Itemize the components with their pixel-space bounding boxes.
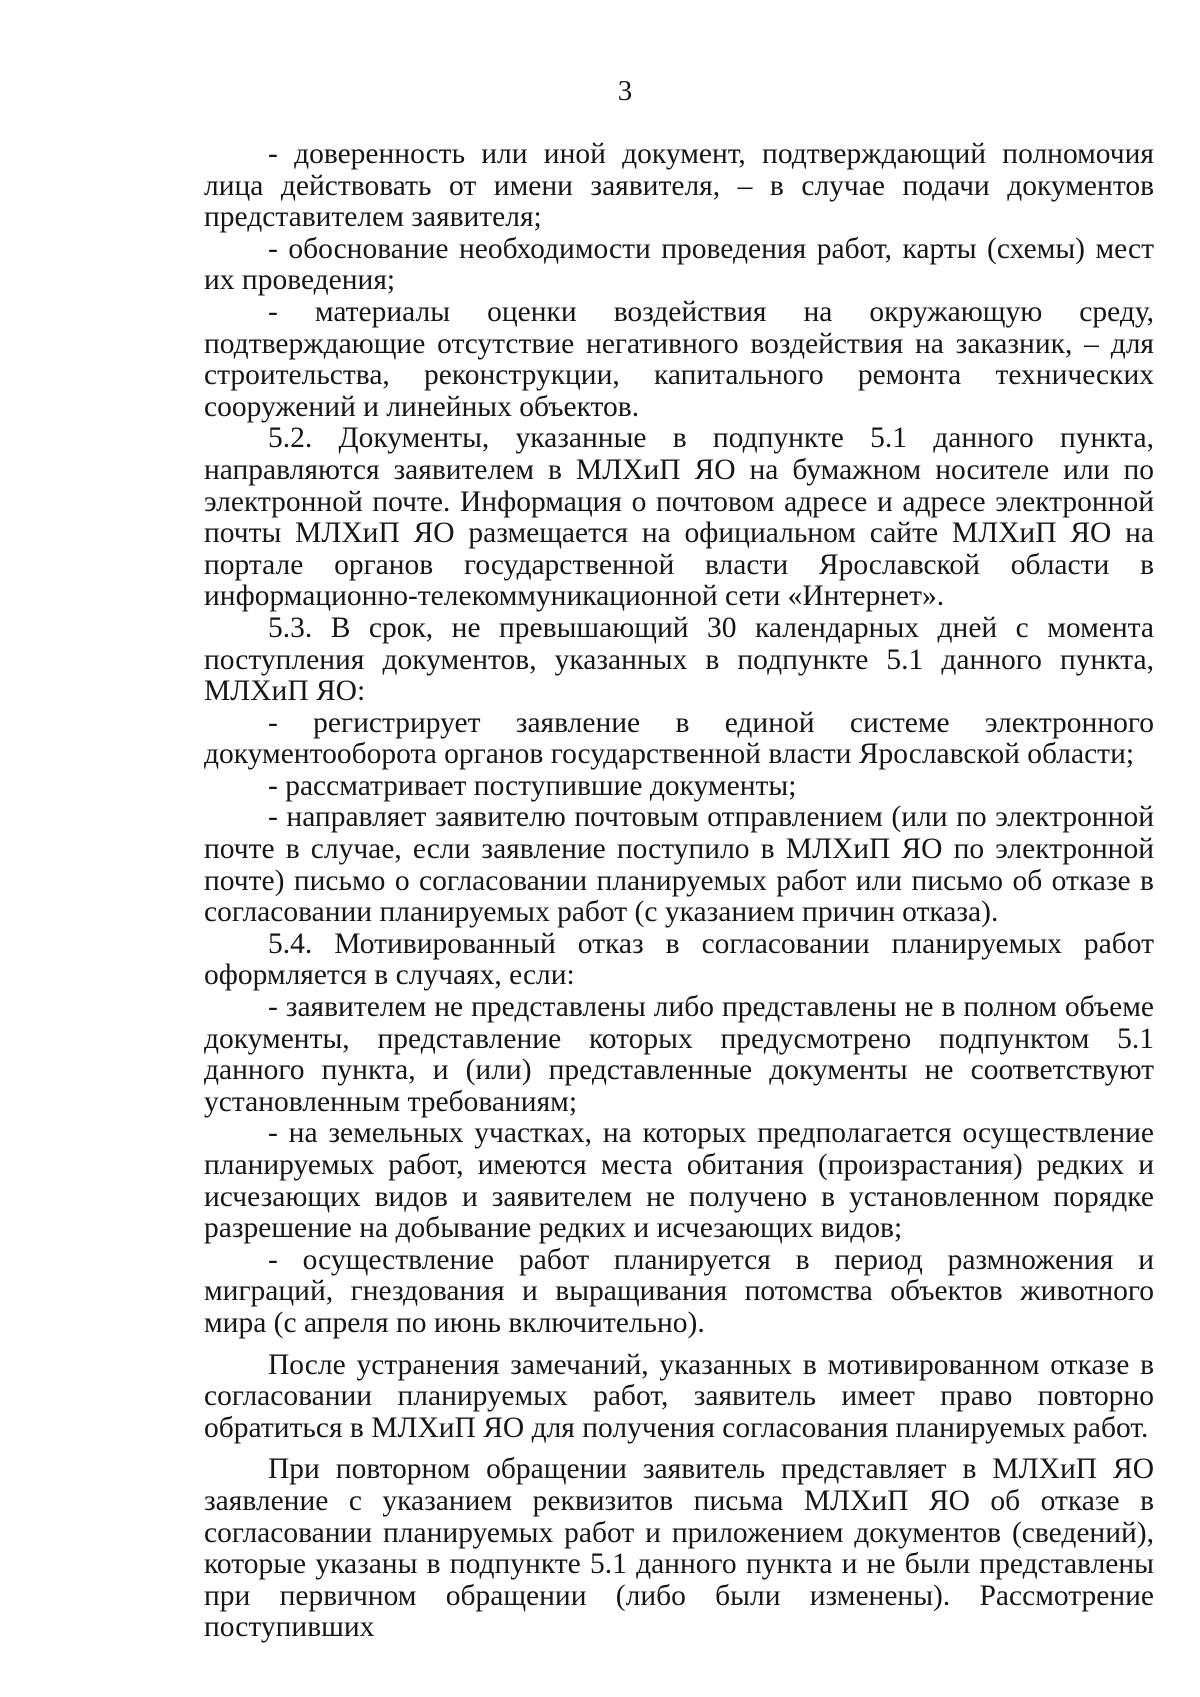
paragraph-breeding-period: - осуществление работ планируется в период размножения и миграций, гнездования и выращивания потомства объектов животного мира (с апреля по июнь включительно). (204, 1243, 1154, 1339)
paragraph-justification: - обоснование необходимости проведения работ, карты (схемы) мест их проведения; (204, 232, 1154, 297)
paragraph-5-4: 5.4. Мотивированный отказ в согласовании планируемых работ оформляется в случаях, если: (204, 927, 1154, 992)
paragraph-reviews-documents: - рассматривает поступившие документы; (268, 769, 797, 802)
paragraph-5-3: 5.3. В срок, не превышающий 30 календарных дней с момента поступления документов, указанных в подпункте 5.1 данного пункта, МЛХиП ЯО: (204, 611, 1154, 708)
paragraph-5-2: 5.2. Документы, указанные в подпункте 5.1 данного пункта, направляются заявителем в МЛХиП ЯО на бумажном носителе или по электронной почте. Информация о почтовом адресе и адресе электронной почты МЛХиП ЯО размещается на официальном сайте МЛХиП ЯО на портале органов государственной власти Ярославской области в информационно-телекоммуникационной сети «Интернет». (204, 422, 1154, 613)
paragraph-power-of-attorney: - доверенность или иной документ, подтверждающий полномочия лица действовать от имени заявителя, – в случае подачи документов представителем заявителя; (204, 138, 1154, 234)
page-number: 3 (617, 75, 633, 107)
paragraph-registers-application: - регистрирует заявление в единой системе электронного документооборота органов государственной власти Ярославской области; (204, 706, 1154, 771)
paragraph-impact-assessment: - материалы оценки воздействия на окружающую среду, подтверждающие отсутствие негативного воздействия на заказник, – для строительства, реконструкции, капитального ремонта технических сооружений и линейных объектов. (204, 295, 1154, 423)
paragraph-rare-species: - на земельных участках, на которых предполагается осуществление планируемых работ, имеются места обитания (произрастания) редких и исчезающих видов и заявителем не получено в установленном порядке разрешение на добывание редких и исчезающих видов; (204, 1117, 1154, 1245)
paragraph-sends-letter: - направляет заявителю почтовым отправлением (или по электронной почте в случае, если заявление поступило в МЛХиП ЯО по электронной почте) письмо о согласовании планируемых работ или письмо об отказе в согласовании планируемых работ (с указанием причин отказа). (204, 801, 1154, 929)
paragraph-repeat-application: При повторном обращении заявитель представляет в МЛХиП ЯО заявление с указанием реквизитов письма МЛХиП ЯО об отказе в согласовании планируемых работ и приложением документов (сведений), которые указаны в подпункте 5.1 данного пункта и не были представлены при первичном обращении (либо были изменены). Рассмотрение поступивших (204, 1453, 1154, 1644)
document-body (204, 139, 1154, 1644)
paragraph-incomplete-documents: - заявителем не представлены либо представлены не в полном объеме документы, представление которых предусмотрено подпунктом 5.1 данного пункта, и (или) представленные документы не соответствуют установленным требованиям; (204, 991, 1154, 1118)
paragraph-after-corrections: После устранения замечаний, указанных в мотивированном отказе в согласовании планируемых работ, заявитель имеет право повторно обратиться в МЛХиП ЯО для получения согласования планируемых работ. (204, 1348, 1154, 1444)
